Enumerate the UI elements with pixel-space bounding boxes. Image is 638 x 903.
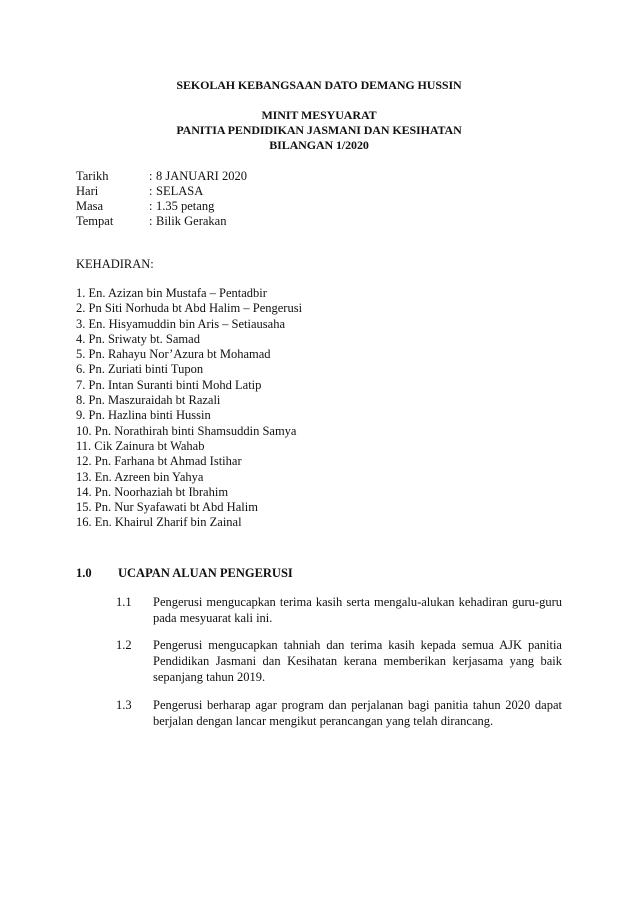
list-item: 1. En. Azizan bin Mustafa – Pentadbir [76,286,267,300]
meeting-number: BILANGAN 1/2020 [269,138,369,152]
list-item: 7. Pn. Intan Suranti binti Mohd Latip [76,377,262,392]
agenda-item [116,594,562,626]
meta-label: Masa [76,199,104,213]
meta-separator: : [149,184,153,198]
meta-label: Hari [76,184,99,198]
meta-label: Tempat [76,214,114,228]
meta-separator: : [149,169,153,183]
list-item: 5. Pn. Rahayu Nor’Azura bt Mohamad [76,347,271,362]
list-item: 11. Cik Zainura bt Wahab [76,438,205,453]
section-number: 1.0 [76,566,92,580]
item-number: 1.2 [116,638,132,652]
agenda-item [116,697,562,729]
list-item: 3. En. Hisyamuddin bin Aris – Setiausaha [76,316,286,331]
meta-separator: : [149,214,153,228]
list-item: 6. Pn. Zuriati binti Tupon [76,362,204,377]
agenda-item [116,637,562,685]
meta-value: SELASA [156,184,204,198]
item-number: 1.3 [116,698,132,712]
item-text: Pengerusi mengucapkan terima kasih serta mengalu-alukan kehadiran guru-guru pada mesyuarat kali ini. [153,595,562,625]
attendance-heading: KEHADIRAN: [76,257,154,271]
item-text: Pengerusi mengucapkan tahniah dan terima kasih kepada semua AJK panitia Pendidikan Jasmani dan Kesihatan kerana memberikan kerjasama yang baik sepanjang tahun 2019. [153,638,562,684]
meta-separator: : [149,199,153,213]
list-item: 13. En. Azreen bin Yahya [76,469,204,484]
school-name: SEKOLAH KEBANGSAAN DATO DEMANG HUSSIN [176,78,462,92]
list-item: 15. Pn. Nur Syafawati bt Abd Halim [76,500,258,515]
document-title: MINIT MESYUARAT [261,108,377,122]
panel-name: PANITIA PENDIDIKAN JASMANI DAN KESIHATAN [176,123,462,137]
list-item: 9. Pn. Hazlina binti Hussin [76,408,211,423]
attendance-list [76,286,302,531]
item-text: Pengerusi berharap agar program dan perjalanan bagi panitia tahun 2020 dapat berjalan dengan lancar mengikut perancangan yang telah dirancang. [153,698,562,728]
section-title: UCAPAN ALUAN PENGERUSI [118,566,293,580]
meta-value: Bilik Gerakan [156,214,227,228]
list-item: 4. Pn. Sriwaty bt. Samad [76,331,200,346]
list-item: 14. Pn. Noorhaziah bt Ibrahim [76,484,229,499]
list-item: 12. Pn. Farhana bt Ahmad Istihar [76,454,242,469]
list-item: 8. Pn. Maszuraidah bt Razali [76,393,221,408]
meta-label: Tarikh [76,169,109,183]
meta-value: 1.35 petang [156,199,215,213]
list-item: 10. Pn. Norathirah binti Shamsuddin Samya [76,423,297,438]
list-item: 16. En. Khairul Zharif bin Zainal [76,515,242,530]
item-number: 1.1 [116,595,132,609]
meta-value: 8 JANUARI 2020 [156,169,247,183]
list-item: 2. Pn Siti Norhuda bt Abd Halim – Pengerusi [76,301,303,316]
